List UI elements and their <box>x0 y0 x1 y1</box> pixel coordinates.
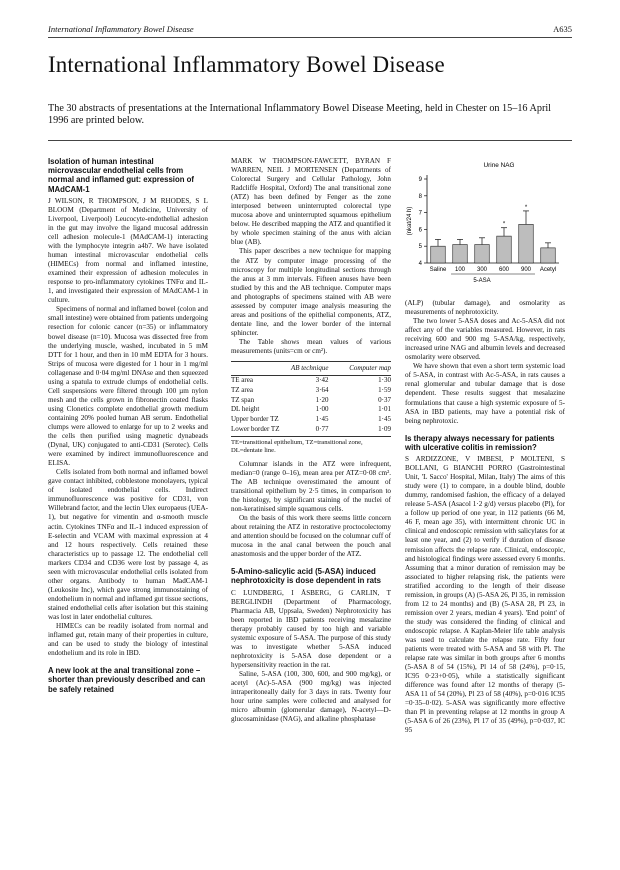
measurements-table <box>231 361 391 437</box>
table-cell: 1·20 <box>315 395 329 404</box>
abstract-authors: J WILSON, R THOMPSON, J M RHODES, S L BLOOM (Department of Medicine, University of Liverpool, Liverpool) <box>48 196 208 223</box>
page-title: International Inflammatory Bowel Disease <box>48 52 445 77</box>
abstract-paragraph: We have shown that even a short term systemic load of 5-ASA, in contrast with Ac-5-ASA, in rats causes a renal glomerular and tubular damage that is dose dependent. These results suggest that mesalazine formulations that cause a high systemic exposure of 5-ASA in IBD patients, may have a potential risk of being nephrotoxic. <box>405 362 565 425</box>
table-row-label: Upper border TZ <box>231 414 279 423</box>
table-cell: 1·00 <box>315 405 329 414</box>
chart-title: Urine NAG <box>483 162 515 169</box>
table-row-label: TZ span <box>231 395 255 404</box>
table-row-label: TZ area <box>231 386 253 395</box>
page-number: A635 <box>553 24 572 34</box>
y-tick-label: 9 <box>418 177 422 183</box>
table-row-label: DL height <box>231 405 260 414</box>
abstract-heading: Is therapy always necessary for patients with ulcerative colitis in remission? <box>405 433 555 452</box>
intro-paragraph: The 30 abstracts of presentations at the International Inflammatory Bowel Disease Meeting, held in Chester on 15–16 April 1996 are printed below. <box>48 103 552 127</box>
abstract-paragraph: On the basis of this work there seems little concern about retaining the ATZ in restorative proctocolectomy and attention should be focused on the columnar cuff of mucosa in the anal canal between the pouch anal anastomosis and the upper border of the ATZ. <box>231 513 391 559</box>
abstract-body <box>231 157 391 247</box>
bar <box>497 236 512 263</box>
running-head <box>48 24 572 38</box>
table-header-row <box>231 362 391 376</box>
table-footnote: TE=transitional epithelium, TZ=transitional zone, DL=dentate line. <box>231 438 363 454</box>
x-tick-label: 100 <box>454 267 466 273</box>
journal-name: International Inflammatory Bowel Disease <box>48 24 194 34</box>
urine-nag-chart <box>405 157 565 295</box>
table-header: Computer map <box>344 362 391 376</box>
table-cell: 0·77 <box>285 424 345 436</box>
abstract-text: Nephrotoxicity has been reported in IBD patients receiving mesalazine therapy probably caused by too high and variable systemic exposure of 5-ASA. The purpose of this study was to investigate whether 5-ASA induced nephrotoxicity is 5-ASA dose dependent or a hypersensitivity reaction in the rat. <box>231 606 391 669</box>
abstract-paragraph: Columnar islands in the ATZ were infrequent, median=0 (range 0–16), mean area per ATZ=0·08 cm². The AB technique overestimated the amount of transitional epithelium by 2·5 times, in comparison to the histology, by significant staining of the nuclei of non-keratinised simple squamous cells. <box>231 459 391 513</box>
table-cell: 1·45 <box>315 414 329 423</box>
abstract-authors: S ARDIZZONE, V IMBESI, P MOLTENI, S BOLLANI, G BIANCHI PORRO (Gastrointestinal Unit, 'L Sacco' Hospital, Milan, Italy) <box>405 455 565 482</box>
significance-marker: * <box>524 204 528 211</box>
bar <box>519 224 534 263</box>
table-row <box>231 376 391 386</box>
x-tick-label: Saline <box>429 267 447 273</box>
divider <box>48 140 572 141</box>
abstract-authors: MARK W THOMPSON-FAWCETT, BYRAN F WARREN, NEIL J MORTENSEN (Departments of Colorectal Surgery and Cellular Pathology, John Radcliffe Hospital, Oxford) <box>231 157 391 193</box>
y-tick-label: 5 <box>418 244 422 251</box>
significance-marker: * <box>502 221 506 228</box>
abstract-paragraph: HIMECs can be readily isolated from normal and inflamed gut, retain many of their properties in culture, and can be used to study the biology of intestinal endothelium and its role in IBD. <box>48 622 208 658</box>
y-tick-label: 7 <box>418 210 422 217</box>
x-tick-label: 300 <box>476 267 488 273</box>
abstract-authors: C LUNDBERG, I ÅSBERG, G CARLIN, T BERGLINDH (Department of Pharmacology, Pharmacia AB, Uppsala, Sweden) <box>231 588 391 615</box>
bar <box>541 248 556 263</box>
table-cell: 1·59 <box>378 386 391 395</box>
y-axis-label: (nkat/24 h) <box>407 206 413 236</box>
abstract-heading: 5-Amino-salicylic acid (5-ASA) induced nephrotoxicity is dose dependent in rats <box>231 567 381 586</box>
table-cell: 0·37 <box>378 395 391 404</box>
x-tick-label: 900 <box>520 267 532 273</box>
bar <box>475 245 490 263</box>
abstract-text: The anal transitional zone (ATZ) has been defined by Fenger as the zone interposed between uninterrupted colorectal type mucosa above and uninterrupted squamous epithelium below. He described mapping the ATZ and quantified it by whole specimen staining of the anus with alcian blue (AB). <box>231 184 391 247</box>
abstract-body <box>231 589 391 670</box>
column-3 <box>405 157 565 736</box>
x-tick-label: 600 <box>498 267 510 273</box>
table-cell: 3·42 <box>315 376 329 385</box>
table-row <box>231 395 391 405</box>
abstract-body <box>405 455 565 735</box>
abstract-paragraph: This paper describes a new technique for mapping the ATZ by computer image processing of the microscopy for multiple longitudinal sections through the anus at 3 mm intervals. Fifteen anuses have been studied by this and the AB technique. Computer maps and photographs of specimens stained with AB were assessed by computer image analysis measuring the areas and positions of the epithelial components, ATZ, dentate line, and the lower border of the internal sphincter. <box>231 247 391 337</box>
abstract-paragraph: Cells isolated from both normal and inflamed bowel gave contact inhibited, cobblestone monolayers, typical of isolated endothelial cells. Indirect immunofluorescence was positive for CD31, von Willebrand factor, and the lectin Ulex europaeus (UEA-1), but negative for vimentin and α-smooth muscle actin. Cytokines TNFα and IL-1 induced expression of E-selectin and VCAM with maximal expression at 4 and 12 hours respectively. Cells retained these characteristics up to passage 12. The endothelial cell markers CD34 and CD36 were lost by passage 4, as seen with microvascular endothelial cells isolated from other organs. Antibody to human MadCAM-1 (Leukosite Inc), which gave strong immunostaining of endothelium in normal and inflamed gut tissue sections, stained endothelial cells after isolation but this staining was lost in later endothelial cultures. <box>48 468 208 621</box>
table-row <box>231 424 391 436</box>
y-tick-label: 4 <box>418 261 422 267</box>
table-row-label: Lower border TZ <box>231 424 285 436</box>
column-2 <box>231 157 391 724</box>
abstract-heading: A new look at the anal transitional zone – shorter than previously described and can be safely retained <box>48 666 206 694</box>
bar <box>431 246 446 263</box>
table-row <box>231 405 391 415</box>
table-header: AB technique <box>285 362 345 376</box>
table-row <box>231 415 391 425</box>
abstract-text: The aims of this study were (1) to compare, in a double blind, double dummy, randomised fashion, the efficacy of a delayed release 5-ASA (Asacol 1·2 g/d) versus placebo (Pl), for a follow up period of one year, in 112 patients (66 M, 46 F, mean age 35), with intermittent chronic UC in clinical and endoscopic remission with salicylates for at least one year, and (2) to verify if duration of disease remission affects the relapse rate. Clinical, endoscopic, and histological findings were assessed every 6 months. Assuming that a minor duration of remission may be associated to higher relapsing risk, the patients were stratified according to the length of their disease remission, in groups (A) (5-ASA 26, Pl 35, in remission from 12 to 24 months) and (B) (5-ASA 28, Pl 23, in remission over 2 years, median 4 years). 'End point' of the study was considered the finding of clinical and endoscopic relapse. A Kaplan-Meier life table analysis was used to calculate the relapse rate. Fifty four patients were treated with 5-ASA and 58 with Pl. The relapse rate was similar in both groups after 6 months (5-ASA 8 of 54 (15%), Pl 14 of 58 (24%), p=0·15, IC95 0·23+0·05), while a statistically significant difference was found after 12 months of therapy (5-ASA 11 of 54 (20%), Pl 23 of 58 (40%), p=0·016 IC95 =0·35–0·02). 5-ASA was significantly more effective than Pl in preventing relapse at 12 months in group A (5-ASA 6 of 26 (23%), Pl 17 of 35 (49%), p=0·037, IC 95 <box>405 473 565 735</box>
bar <box>453 245 468 263</box>
x-tick-label: Acetyl <box>539 267 557 273</box>
abstract-paragraph: Specimens of normal and inflamed bowel (colon and small intestine) were obtained from patients undergoing resection for colonic cancer (n=35) or inflammatory bowel disease (n=10). Mucosa was dissected free from the underlying muscle, washed, incubated in 5 mM DTT for 1 hour, and then in 10 mM EDTA for 3 hours. Strips of mucosa were digested for 1 hour in 1 mg/ml collagenase and 0·04 mg/ml DNAse and then squeezed using a spatula to extrude clumps of endothelial cells. Cell suspensions were filtered through 100 µm nylon mesh and the cells grown in fibronectin coated flasks using Clonetics complete endothelial growth medium containing 20% pooled human AB serum. Endothelial clumps were allowed to enlarge for up to 2 weeks and the cells then purified using magnetic dynabeads (Dynal, UK) conjugated to anti-CD31 (Serotec). Cells were examined by indirect immunofluorescence and ELISA. <box>48 305 208 468</box>
column-1 <box>48 157 208 697</box>
table-body <box>231 376 391 437</box>
table-cell: 1·01 <box>378 405 391 414</box>
table-cell: 1·45 <box>378 414 391 423</box>
table-header <box>231 362 285 376</box>
table-cell: 1·30 <box>378 376 391 385</box>
abstract-paragraph: The two lower 5-ASA doses and Ac-5-ASA did not affect any of the variables measured. However, in rats receiving 600 and 900 mg 5-ASA/kg, respectively, increased urine NAG and albumin levels and decreased osmolarity were observed. <box>405 317 565 362</box>
abstract-heading: Isolation of human intestinal microvascular endothelial cells from normal and inflamed gut: expression of MAdCAM-1 <box>48 157 194 194</box>
y-tick-label: 8 <box>418 193 422 200</box>
y-tick-label: 6 <box>418 227 422 234</box>
bar-chart <box>405 157 565 295</box>
table-cell: 3·64 <box>315 386 329 395</box>
x-axis-label: 5-ASA <box>473 278 491 284</box>
abstract-paragraph: Saline, 5-ASA (100, 300, 600, and 900 mg/kg), or acetyl (Ac)-5-ASA (900 mg/kg) was injected intraperitoneally daily for 3 days in rats. Twenty four hour urine samples were collected and analysed for micro albumin (glomerular damage), N-acetyl—D-glucosaminidase (NAG), and alkaline phosphatase <box>231 669 391 724</box>
table-row <box>231 386 391 396</box>
table-cell: 1·09 <box>344 424 391 436</box>
abstract-text: Leucocyte-endothelial adhesion in the gut may involve the ligand mucosal addressin cell adhesion molecule-1 (MAdCAM-1) interacting with the lymphocyte integrin a4b7. We have isolated human intestinal microvascular endothelial cells (HIMECs) from normal and inflamed intestine, examined their expression of adhesion molecules in response to pro-inflammatory cytokines TNFα and IL-1, and investigated their expression of MAdCAM-1 in culture. <box>48 214 208 305</box>
abstract-paragraph: (ALP) (tubular damage), and osmolarity as measurements of nephrotoxicity. <box>405 299 565 317</box>
abstract-body <box>48 197 208 306</box>
table-row-label: TE area <box>231 376 253 385</box>
abstract-paragraph: The Table shows mean values of various measurements (units=cm or cm²). <box>231 337 391 355</box>
